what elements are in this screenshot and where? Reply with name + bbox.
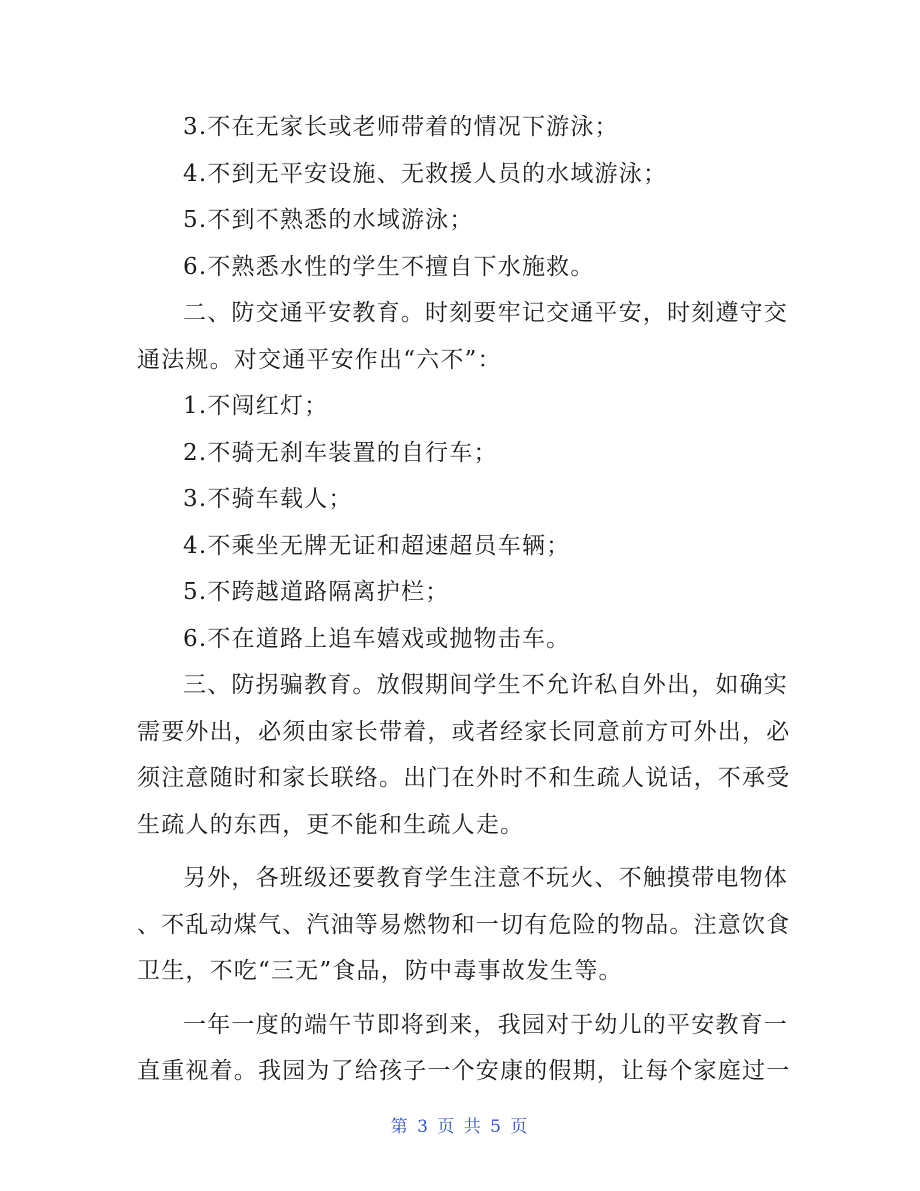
section-heading-line: 三、防拐骗教育。放假期间学生不允许私自外出，如确实 — [183, 672, 788, 698]
paragraph-line: 须注意随时和家长联络。出门在外时不和生疏人说话，不承受 — [137, 765, 791, 791]
section-heading-line: 二、防交通平安教育。时刻要牢记交通平安，时刻遵守交 — [183, 300, 788, 326]
paragraph-line: 需要外出，必须由家长带着，或者经家长同意前方可外出，必 — [137, 718, 791, 745]
paragraph-line: 通法规。对交通平安作出“六不”： — [137, 346, 502, 373]
paragraph-gap — [137, 848, 787, 855]
paragraph-line: 6.不在道路上追车嬉戏或抛物击车。 — [183, 625, 571, 652]
paragraph-line: 4.不到无平安设施、无救援人员的水域游泳； — [183, 160, 668, 187]
paragraph-line: 5.不到不熟悉的水域游泳； — [183, 207, 474, 233]
document-body — [137, 104, 791, 1095]
paragraph-line: 1.不闯红灯； — [183, 393, 329, 419]
paragraph-line: 一年一度的端午节即将到来，我园对于幼儿的平安教育一 — [183, 1011, 788, 1038]
page-number-footer: 第 3 页 共 5 页 — [390, 1117, 530, 1137]
paragraph-gap — [137, 995, 787, 1002]
paragraph-line: 4.不乘坐无牌无证和超速超员车辆； — [183, 532, 571, 559]
paragraph-line: 3.不在无家长或老师带着的情况下游泳； — [183, 114, 619, 140]
paragraph-line: 5.不跨越道路隔离护栏； — [183, 579, 450, 605]
paragraph-line: 、不乱动煤气、汽油等易燃物和一切有危险的物品。注意饮食 — [137, 911, 791, 938]
paragraph-line: 卫生，不吃“三无”食品，防中毒事故发生等。 — [137, 958, 623, 984]
paragraph-line: 生疏人的东西，更不能和生疏人走。 — [137, 811, 525, 838]
paragraph-line: 6.不熟悉水性的学生不擅自下水施救。 — [183, 253, 595, 280]
paragraph-line: 3.不骑车载人； — [183, 486, 353, 512]
paragraph-line: 另外，各班级还要教育学生注意不玩火、不触摸带电物体 — [183, 865, 788, 891]
paragraph-line: 直重视着。我园为了给孩子一个安康的假期，让每个家庭过一 — [137, 1058, 791, 1084]
paragraph-line: 2.不骑无刹车装置的自行车； — [183, 439, 498, 466]
